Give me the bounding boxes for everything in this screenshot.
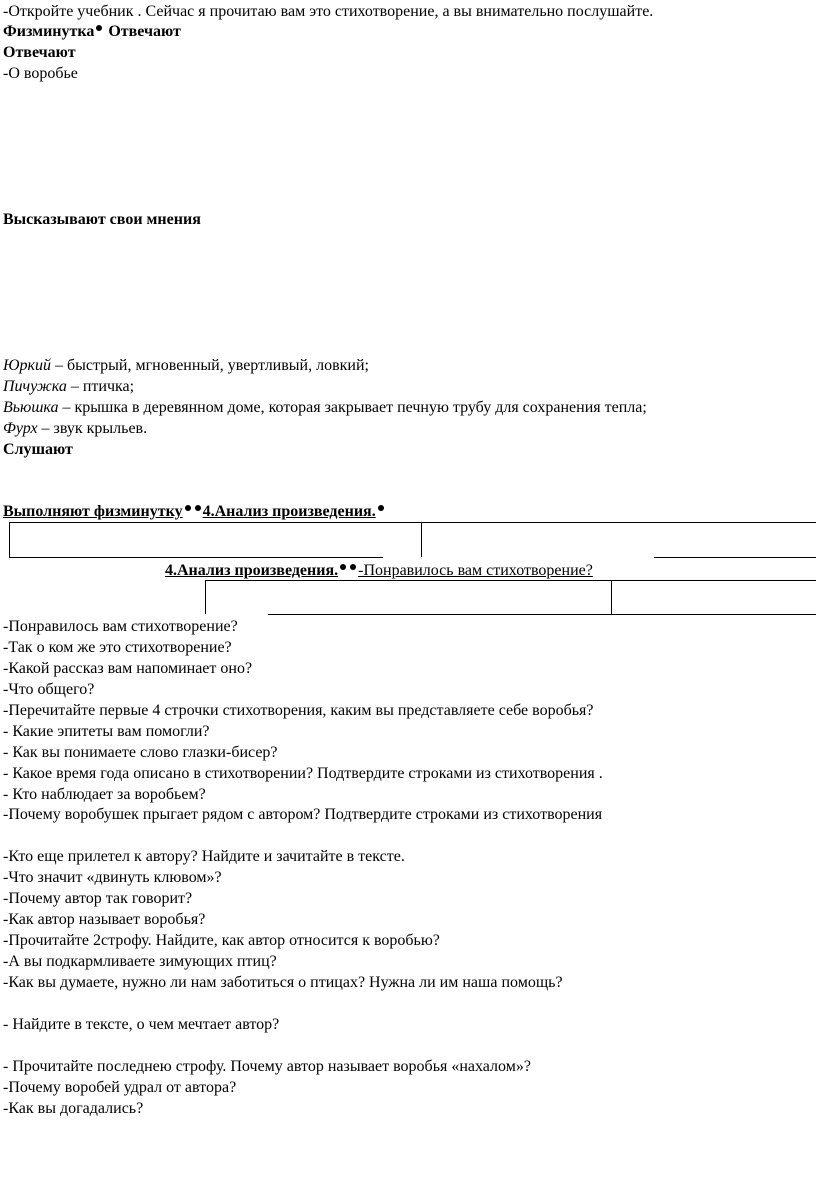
glossary-item bbox=[3, 419, 147, 439]
bullet-dot-icon bbox=[185, 505, 191, 511]
question-item: - Какие эпитеты вам помогли? bbox=[3, 723, 210, 740]
analysis-heading: 4.Анализ произведения. bbox=[165, 562, 339, 579]
table2-border-top bbox=[205, 580, 816, 581]
line-open-textbook: -Откройте учебник . Сейчас я прочитаю вам это стихотворение, а вы внимательно послушайте. bbox=[3, 3, 654, 20]
glossary-term: Вьюшка bbox=[3, 399, 59, 416]
exercise-text: Выполняют физминутку bbox=[3, 503, 183, 520]
question-item: -Понравилось вам стихотворение? bbox=[3, 618, 238, 635]
bullet-dot-icon bbox=[96, 25, 102, 31]
question-item: -Кто еще прилетел к автору? Найдите и зачитайте в тексте. bbox=[3, 848, 405, 865]
question-item: -Что общего? bbox=[3, 681, 95, 698]
glossary-item bbox=[3, 377, 134, 397]
question-item: - Какое время года описано в стихотворении? Подтвердите строками из стихотворения . bbox=[3, 765, 603, 782]
question-item: -Почему автор так говорит? bbox=[3, 890, 193, 907]
question-item: -Перечитайте первые 4 строчки стихотворения, каким вы представляете себе воробья? bbox=[3, 702, 594, 719]
bullet-dot-icon bbox=[340, 564, 346, 570]
question-item: - Кто наблюдает за воробьем? bbox=[3, 786, 206, 803]
fizminutka-label: Физминутка bbox=[3, 23, 95, 40]
glossary-term: Юркий bbox=[3, 357, 51, 374]
question-item: -Так о ком же это стихотворение? bbox=[3, 639, 232, 656]
question-item: -Почему воробушек прыгает рядом с автором? Подтвердите строками из стихотворения bbox=[3, 806, 603, 823]
line-listen: Слушают bbox=[3, 441, 73, 458]
line-answer: Отвечают bbox=[3, 44, 76, 61]
question-item: -Как вы догадались? bbox=[3, 1100, 144, 1117]
question-item: -Почему воробей удрал от автора? bbox=[3, 1079, 237, 1096]
table-border-left bbox=[9, 522, 10, 557]
question-item: -Как вы думаете, нужно ли нам заботиться о птицах? Нужна ли им наша помощь? bbox=[3, 974, 563, 991]
table2-border-left bbox=[205, 580, 206, 614]
bullet-dot-icon bbox=[195, 505, 201, 511]
line-fizminutka bbox=[3, 22, 181, 42]
glossary-item bbox=[3, 356, 369, 376]
question-item: - Прочитайте последнею строфу. Почему автор называет воробья «нахалом»? bbox=[3, 1058, 531, 1075]
glossary-definition: – крышка в деревянном доме, которая закрывает печную трубу для сохранения тепла; bbox=[58, 399, 647, 416]
table2-divider bbox=[611, 580, 612, 614]
glossary-item bbox=[3, 398, 647, 418]
question-item: -А вы подкармливаете зимующих птиц? bbox=[3, 953, 277, 970]
exercise-heading: 4.Анализ произведения. bbox=[202, 503, 376, 520]
table2-border-bottom bbox=[268, 614, 816, 615]
table-border-bottom-right bbox=[654, 557, 816, 558]
line-about-sparrow: -О воробье bbox=[3, 65, 78, 82]
question-item: -Что значит «двинуть клювом»? bbox=[3, 869, 222, 886]
question-item: -Как автор называет воробья? bbox=[3, 911, 206, 928]
line-exercise bbox=[3, 502, 386, 522]
bullet-dot-icon bbox=[378, 505, 384, 511]
glossary-definition: – звук крыльев. bbox=[37, 420, 148, 437]
question-item: - Найдите в тексте, о чем мечтает автор? bbox=[3, 1016, 280, 1033]
table-divider bbox=[421, 522, 422, 557]
bullet-dot-icon bbox=[350, 564, 356, 570]
glossary-definition: – птичка; bbox=[66, 378, 135, 395]
line-analysis bbox=[165, 561, 593, 581]
question-item: - Как вы понимаете слово глазки-бисер? bbox=[3, 744, 278, 761]
glossary-term: Фурх bbox=[3, 420, 38, 437]
glossary-term: Пичужка bbox=[3, 378, 67, 395]
glossary-definition: – быстрый, мгновенный, увертливый, ловкий; bbox=[51, 357, 369, 374]
question-item: -Прочитайте 2строфу. Найдите, как автор относится к воробью? bbox=[3, 932, 440, 949]
table-border-bottom-left bbox=[9, 557, 383, 558]
table-border-top bbox=[9, 522, 816, 523]
analysis-question: -Понравилось вам стихотворение? bbox=[358, 562, 593, 579]
answer-label: Отвечают bbox=[104, 23, 181, 40]
line-opinions: Высказывают свои мнения bbox=[3, 211, 201, 228]
question-item: -Какой рассказ вам напоминает оно? bbox=[3, 660, 253, 677]
